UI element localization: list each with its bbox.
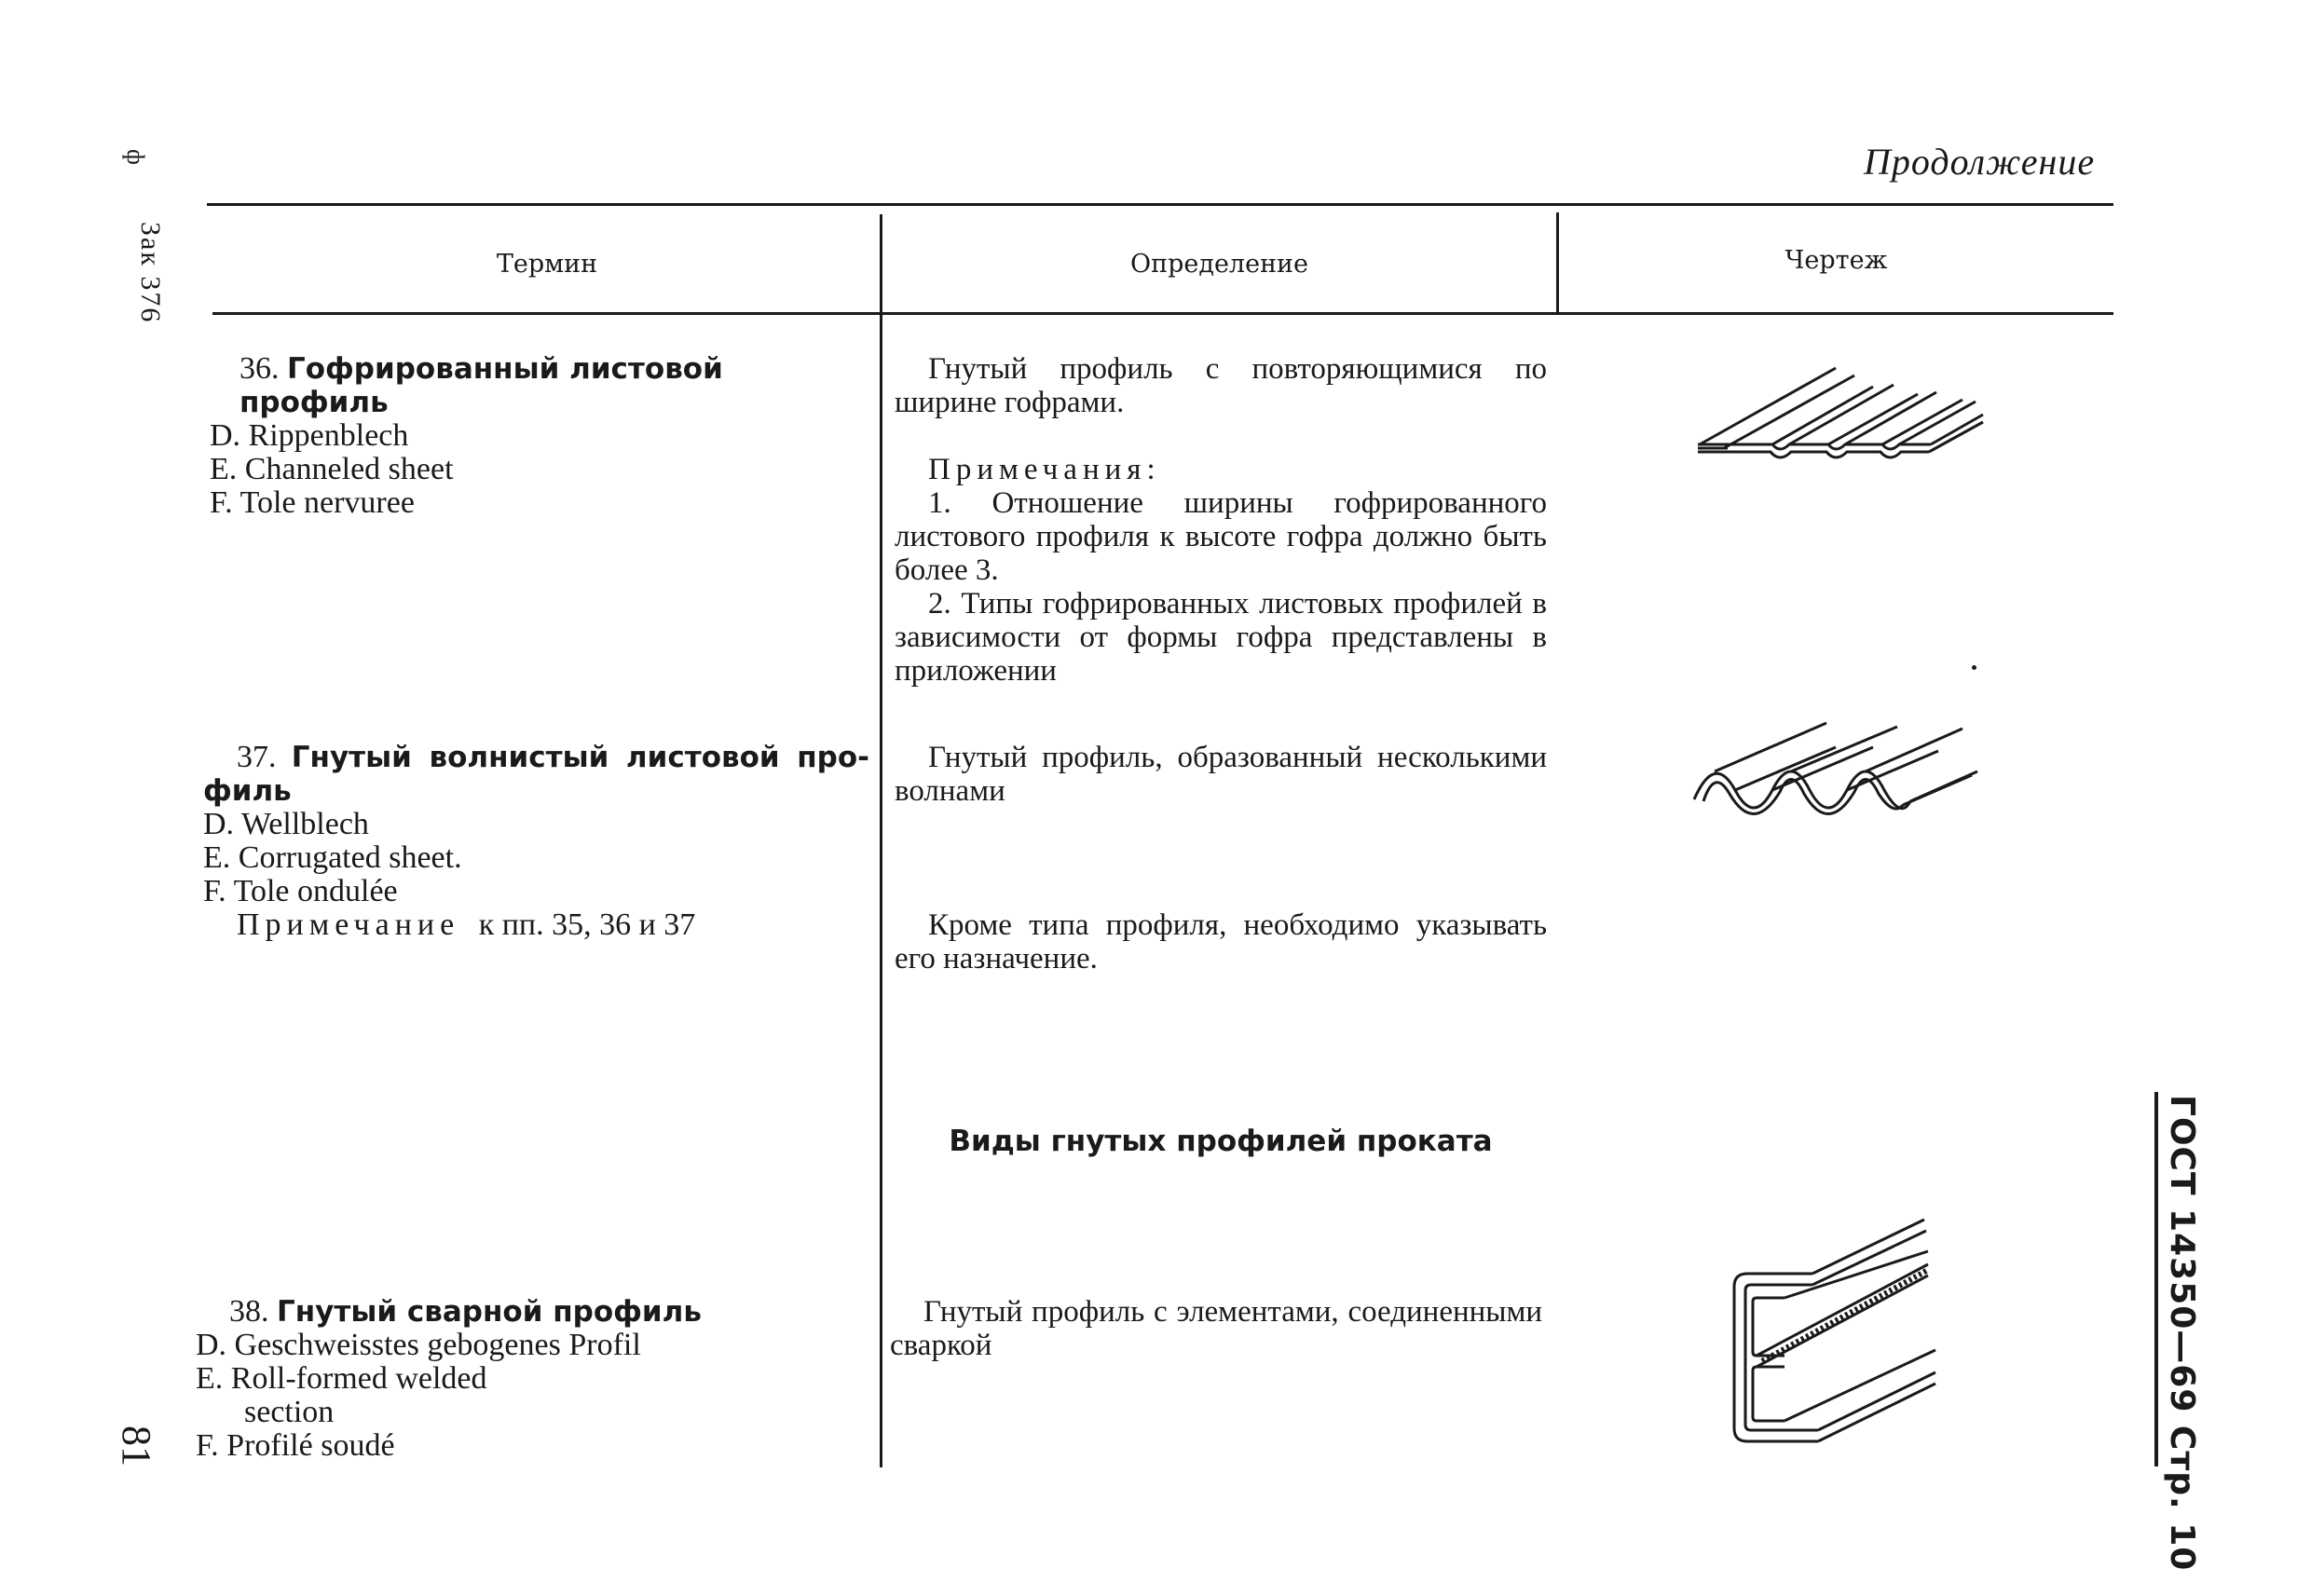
note-36-1: 1. Отношение ширины гофрированного листового профиля к высоте гофра должно быть более 3. [895,486,1547,587]
note-36-2: 2. Типы гофрированных листовых профилей в зависимости от формы гофра представлены в приложении [895,587,1547,688]
order-number-text: Зак 376 [135,222,166,324]
definition-36-text: Гнутый профиль с повторяющимися по ширине гофрами. [895,352,1547,419]
header-bottom-rule [212,312,2113,315]
term-37-de: D. Wellblech [203,807,369,841]
term-36-de: D. Rippenblech [210,418,409,453]
col-divider-1 [880,214,882,1467]
term-37 [203,741,869,942]
corrugated-sheet-drawing [1687,716,1985,837]
term-36-en: E. Channeled sheet [210,452,454,486]
term-38-title: 38. Гнутый сварной профиль [229,1294,702,1329]
continuation-label: Продолжение [1864,141,2096,183]
term-38-fr: F. Profilé soudé [196,1428,395,1463]
header-definition: Определение [1129,250,1309,279]
page-number-text: 81 [114,1425,159,1466]
standard-label-rule [2154,1092,2158,1466]
definition-37-text: Гнутый профиль, образованный несколькими волнами [895,741,1547,808]
table-top-rule [207,203,2113,206]
notes-36-heading: Примечания: [928,453,1161,486]
term-37-fr: F. Tole ondulée [203,874,398,908]
term-37-title: 37. Гнутый волнистый листовой про- [237,740,869,774]
term-38-de: D. Geschweisstes gebogenes Profil [196,1328,641,1362]
stray-dot [1972,665,1976,670]
term-36-fr: F. Tole nervuree [210,485,415,520]
term-38 [196,1295,871,1463]
definition-38 [890,1295,1542,1362]
term-37-note: Примечание к пп. 35, 36 и 37 [237,907,696,942]
header-term: Термин [496,250,598,279]
section-heading: Виды гнутых профилей проката [949,1125,1493,1158]
term-37-en: E. Corrugated sheet. [203,840,462,875]
definition-38-text: Гнутый профиль с элементами, соединенными сваркой [890,1295,1542,1362]
header-drawing: Чертеж [1785,246,1888,275]
term-36-title: 36. Гофрированный листовой профиль [239,351,723,419]
welded-section-drawing [1729,1216,1943,1449]
definition-37 [895,741,1547,808]
definition-36 [895,352,1547,688]
standard-label-text: ГОСТ 14350—69 Стр. 10 [2163,1095,2201,1572]
note-definition-37-text: Кроме типа профиля, необходимо указывать его назначение. [895,908,1547,975]
margin-mark-text: ф [122,149,149,165]
term-38-en-1: E. Roll-formed welded [196,1361,487,1396]
note-definition-37 [895,908,1547,975]
channeled-sheet-drawing [1687,359,1994,471]
term-36 [210,352,867,520]
term-37-title-cont: филь [203,774,292,808]
term-38-en-2: section [244,1395,335,1429]
